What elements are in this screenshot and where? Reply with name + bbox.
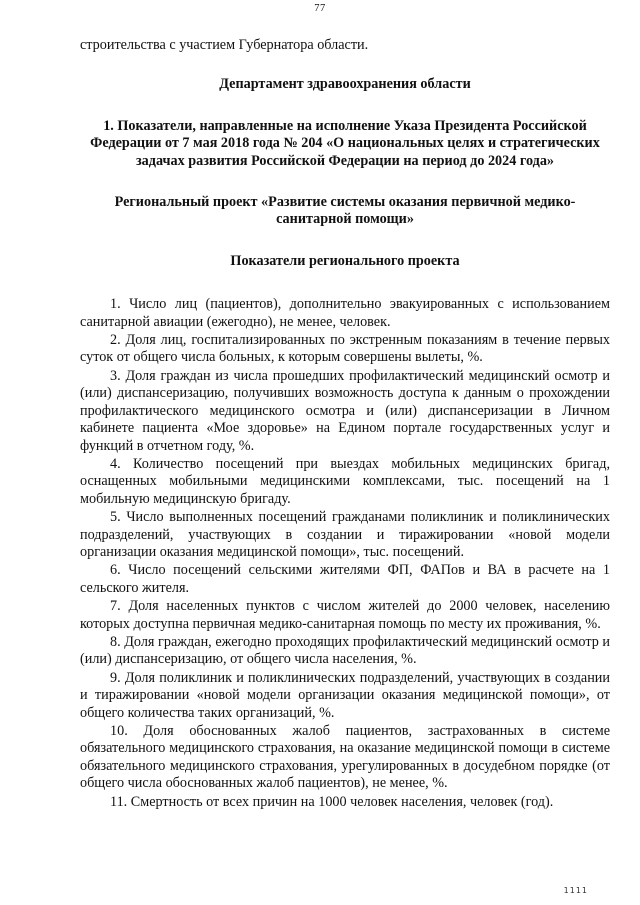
indicator-item: 11. Смертность от всех причин на 1000 человек населения, человек (год).	[110, 793, 554, 810]
decree-heading: 1. Показатели, направленные на исполнение Указа Президента Российской Федерации от 7 мая 2018 года № 204 «О национальных целях и стратегических задачах развития Российской Федерации на период до 2024 года»	[90, 117, 600, 169]
indicator-list	[80, 296, 610, 811]
indicator-item: 6. Число посещений сельскими жителями ФП, ФАПов и ВА в расчете на 1 сельского жителя.	[80, 562, 610, 596]
indicator-item: 7. Доля населенных пунктов с числом жителей до 2000 человек, населению которых доступна первичная медико-санитарная помощь по месту их проживания, %.	[80, 598, 610, 632]
indicators-heading: Показатели регионального проекта	[230, 252, 460, 269]
indicator-item: 8. Доля граждан, ежегодно проходящих профилактический медицинский осмотр и (или) диспансеризацию, от общего числа населения, %.	[80, 633, 610, 668]
lead-text: строительства с участием Губернатора области.	[80, 37, 369, 53]
page-number: 77	[314, 3, 326, 14]
indicator-item: 9. Доля поликлиник и поликлинических подразделений, участвующих в создании и тиражировании «новой модели организации оказания медицинской помощи», от общего количества таких организаций, %.	[80, 669, 610, 721]
indicator-item: 4. Количество посещений при выездах мобильных медицинских бригад, оснащенных мобильными медицинскими комплексами, тыс. посещений на 1 мобильную медицинскую бригаду.	[80, 455, 610, 507]
indicator-item: 2. Доля лиц, госпитализированных по экстренным показаниям в течение первых суток от общего числа больных, к которым совершены вылеты, %.	[80, 332, 610, 366]
indicator-item: 5. Число выполненных посещений гражданами поликлиник и поликлинических подразделений, участвующих в создании и тиражировании «новой модели организации оказания медицинской помощи», тыс. посещений.	[80, 509, 610, 560]
department-heading: Департамент здравоохранения области	[219, 76, 471, 93]
indicator-item: 3. Доля граждан из числа прошедших профилактический медицинский осмотр и (или) диспансеризацию, получивших возможность доступа к данным о прохождении профилактического медицинского осмотра и (или) диспансеризации в Личном кабинете пациента «Мое здоровье» на Едином портале государственных услуг и функций в отчетном году, %.	[80, 367, 610, 454]
project-heading: Региональный проект «Развитие системы оказания первичной медико-санитарной помощи»	[114, 194, 576, 228]
indicator-item: 10. Доля обоснованных жалоб пациентов, застрахованных в системе обязательного медицинского страхования, на оказание медицинской помощи в системе обязательного медицинского страхования, урегулированных в досудебном порядке (от общего числа обоснованных жалоб пациентов), не менее, %.	[80, 723, 610, 792]
corner-mark: 1111	[563, 886, 588, 895]
document-body	[80, 37, 610, 812]
indicator-item: 1. Число лиц (пациентов), дополнительно эвакуированных с использованием санитарной авиации (ежегодно), не менее, человек.	[80, 296, 610, 330]
